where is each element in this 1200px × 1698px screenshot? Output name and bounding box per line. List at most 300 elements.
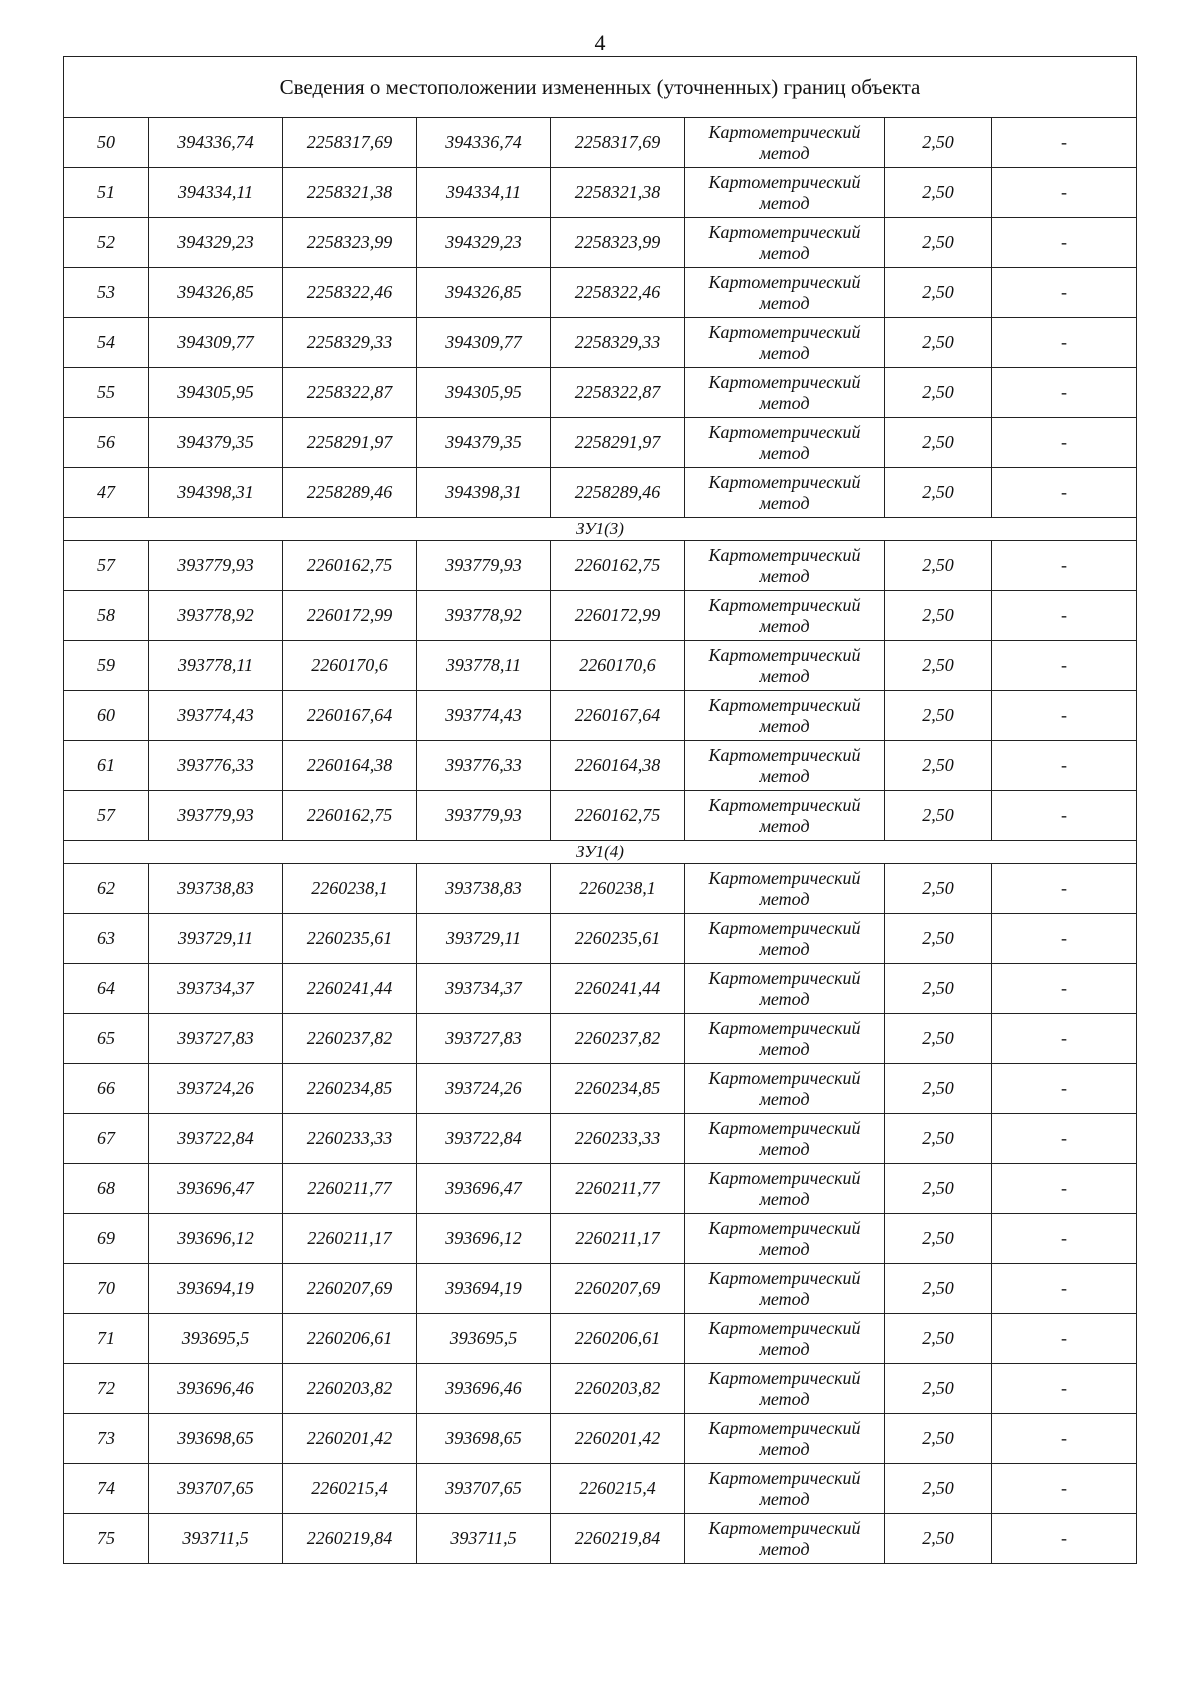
y-refined-cell: 2260162,75 bbox=[551, 791, 685, 841]
method-line-1: Картометрический bbox=[708, 1117, 861, 1138]
method-cell bbox=[685, 641, 885, 691]
description-cell: - bbox=[992, 1214, 1137, 1264]
x-refined-cell: 394305,95 bbox=[417, 368, 551, 418]
description-cell: - bbox=[992, 218, 1137, 268]
accuracy-cell: 2,50 bbox=[885, 218, 992, 268]
accuracy-cell: 2,50 bbox=[885, 591, 992, 641]
point-number-cell: 65 bbox=[64, 1014, 149, 1064]
description-cell: - bbox=[992, 1364, 1137, 1414]
section-label: ЗУ1(3) bbox=[64, 518, 1137, 541]
y-existing-cell: 2260164,38 bbox=[283, 741, 417, 791]
description-cell: - bbox=[992, 118, 1137, 168]
table-row bbox=[64, 418, 1137, 468]
x-refined-cell: 393779,93 bbox=[417, 791, 551, 841]
description-cell: - bbox=[992, 864, 1137, 914]
table-row bbox=[64, 1264, 1137, 1314]
boundary-coordinates-table bbox=[63, 56, 1137, 1564]
table-row bbox=[64, 268, 1137, 318]
x-refined-cell: 393724,26 bbox=[417, 1064, 551, 1114]
method-line-1: Картометрический bbox=[708, 1417, 861, 1438]
y-refined-cell: 2260233,33 bbox=[551, 1114, 685, 1164]
method-line-2: метод bbox=[759, 1338, 810, 1359]
accuracy-cell: 2,50 bbox=[885, 418, 992, 468]
table-row bbox=[64, 791, 1137, 841]
x-refined-cell: 394398,31 bbox=[417, 468, 551, 518]
description-cell: - bbox=[992, 1014, 1137, 1064]
method-line-1: Картометрический bbox=[708, 594, 861, 615]
point-number-cell: 74 bbox=[64, 1464, 149, 1514]
method-line-2: метод bbox=[759, 665, 810, 686]
accuracy-cell: 2,50 bbox=[885, 168, 992, 218]
y-refined-cell: 2260211,17 bbox=[551, 1214, 685, 1264]
accuracy-cell: 2,50 bbox=[885, 1264, 992, 1314]
table-title-row bbox=[64, 57, 1137, 118]
method-cell bbox=[685, 741, 885, 791]
method-line-1: Картометрический bbox=[708, 967, 861, 988]
point-number-cell: 63 bbox=[64, 914, 149, 964]
x-existing-cell: 394379,35 bbox=[149, 418, 283, 468]
y-refined-cell: 2258322,87 bbox=[551, 368, 685, 418]
x-refined-cell: 394326,85 bbox=[417, 268, 551, 318]
method-cell bbox=[685, 1514, 885, 1564]
point-number-cell: 75 bbox=[64, 1514, 149, 1564]
method-line-1: Картометрический bbox=[708, 1317, 861, 1338]
description-cell: - bbox=[992, 318, 1137, 368]
method-line-2: метод bbox=[759, 1038, 810, 1059]
table-row bbox=[64, 1064, 1137, 1114]
method-line-2: метод bbox=[759, 1188, 810, 1209]
accuracy-cell: 2,50 bbox=[885, 1064, 992, 1114]
method-cell bbox=[685, 914, 885, 964]
x-refined-cell: 394309,77 bbox=[417, 318, 551, 368]
y-refined-cell: 2260241,44 bbox=[551, 964, 685, 1014]
x-existing-cell: 393778,11 bbox=[149, 641, 283, 691]
table-row bbox=[64, 1414, 1137, 1464]
accuracy-cell: 2,50 bbox=[885, 1514, 992, 1564]
y-existing-cell: 2260241,44 bbox=[283, 964, 417, 1014]
description-cell: - bbox=[992, 368, 1137, 418]
accuracy-cell: 2,50 bbox=[885, 791, 992, 841]
method-cell bbox=[685, 368, 885, 418]
method-cell bbox=[685, 864, 885, 914]
method-line-1: Картометрический bbox=[708, 917, 861, 938]
table-row bbox=[64, 641, 1137, 691]
method-line-1: Картометрический bbox=[708, 1067, 861, 1088]
y-refined-cell: 2260238,1 bbox=[551, 864, 685, 914]
y-existing-cell: 2260203,82 bbox=[283, 1364, 417, 1414]
method-line-1: Картометрический bbox=[708, 471, 861, 492]
x-existing-cell: 394334,11 bbox=[149, 168, 283, 218]
x-existing-cell: 393696,46 bbox=[149, 1364, 283, 1414]
accuracy-cell: 2,50 bbox=[885, 864, 992, 914]
method-line-1: Картометрический bbox=[708, 1517, 861, 1538]
x-existing-cell: 393707,65 bbox=[149, 1464, 283, 1514]
method-line-2: метод bbox=[759, 815, 810, 836]
description-cell: - bbox=[992, 1514, 1137, 1564]
method-line-1: Картометрический bbox=[708, 744, 861, 765]
description-cell: - bbox=[992, 1414, 1137, 1464]
method-line-1: Картометрический bbox=[708, 1017, 861, 1038]
x-existing-cell: 394305,95 bbox=[149, 368, 283, 418]
table-row bbox=[64, 1014, 1137, 1064]
table-row bbox=[64, 1214, 1137, 1264]
description-cell: - bbox=[992, 1164, 1137, 1214]
description-cell: - bbox=[992, 741, 1137, 791]
point-number-cell: 53 bbox=[64, 268, 149, 318]
method-line-2: метод bbox=[759, 615, 810, 636]
x-existing-cell: 393779,93 bbox=[149, 541, 283, 591]
method-line-1: Картометрический bbox=[708, 794, 861, 815]
method-cell bbox=[685, 318, 885, 368]
y-refined-cell: 2258322,46 bbox=[551, 268, 685, 318]
y-refined-cell: 2260201,42 bbox=[551, 1414, 685, 1464]
y-existing-cell: 2260219,84 bbox=[283, 1514, 417, 1564]
method-line-2: метод bbox=[759, 342, 810, 363]
method-cell bbox=[685, 1414, 885, 1464]
method-cell bbox=[685, 1064, 885, 1114]
table-row bbox=[64, 1114, 1137, 1164]
method-cell bbox=[685, 1114, 885, 1164]
x-existing-cell: 393729,11 bbox=[149, 914, 283, 964]
description-cell: - bbox=[992, 641, 1137, 691]
method-line-1: Картометрический bbox=[708, 867, 861, 888]
y-refined-cell: 2260170,6 bbox=[551, 641, 685, 691]
table-row bbox=[64, 318, 1137, 368]
method-cell bbox=[685, 1164, 885, 1214]
method-line-2: метод bbox=[759, 765, 810, 786]
method-line-1: Картометрический bbox=[708, 221, 861, 242]
x-existing-cell: 393778,92 bbox=[149, 591, 283, 641]
method-line-2: метод bbox=[759, 715, 810, 736]
table-row bbox=[64, 1314, 1137, 1364]
point-number-cell: 61 bbox=[64, 741, 149, 791]
method-cell bbox=[685, 1314, 885, 1364]
y-existing-cell: 2260234,85 bbox=[283, 1064, 417, 1114]
description-cell: - bbox=[992, 168, 1137, 218]
table-row bbox=[64, 864, 1137, 914]
method-line-2: метод bbox=[759, 1288, 810, 1309]
y-existing-cell: 2260211,77 bbox=[283, 1164, 417, 1214]
x-existing-cell: 393776,33 bbox=[149, 741, 283, 791]
x-refined-cell: 393707,65 bbox=[417, 1464, 551, 1514]
y-existing-cell: 2260206,61 bbox=[283, 1314, 417, 1364]
accuracy-cell: 2,50 bbox=[885, 118, 992, 168]
y-refined-cell: 2260172,99 bbox=[551, 591, 685, 641]
y-existing-cell: 2260238,1 bbox=[283, 864, 417, 914]
y-existing-cell: 2260237,82 bbox=[283, 1014, 417, 1064]
y-existing-cell: 2258321,38 bbox=[283, 168, 417, 218]
description-cell: - bbox=[992, 591, 1137, 641]
table-row bbox=[64, 591, 1137, 641]
y-refined-cell: 2260234,85 bbox=[551, 1064, 685, 1114]
method-line-1: Картометрический bbox=[708, 694, 861, 715]
accuracy-cell: 2,50 bbox=[885, 1414, 992, 1464]
point-number-cell: 66 bbox=[64, 1064, 149, 1114]
table-row bbox=[64, 1364, 1137, 1414]
method-cell bbox=[685, 268, 885, 318]
accuracy-cell: 2,50 bbox=[885, 1364, 992, 1414]
method-line-2: метод bbox=[759, 988, 810, 1009]
method-line-2: метод bbox=[759, 1238, 810, 1259]
table-row bbox=[64, 468, 1137, 518]
description-cell: - bbox=[992, 691, 1137, 741]
method-line-1: Картометрический bbox=[708, 1217, 861, 1238]
accuracy-cell: 2,50 bbox=[885, 541, 992, 591]
table-row bbox=[64, 1514, 1137, 1564]
point-number-cell: 68 bbox=[64, 1164, 149, 1214]
method-line-1: Картометрический bbox=[708, 321, 861, 342]
method-line-2: метод bbox=[759, 492, 810, 513]
description-cell: - bbox=[992, 1314, 1137, 1364]
x-refined-cell: 393711,5 bbox=[417, 1514, 551, 1564]
description-cell: - bbox=[992, 964, 1137, 1014]
point-number-cell: 58 bbox=[64, 591, 149, 641]
x-refined-cell: 393734,37 bbox=[417, 964, 551, 1014]
x-existing-cell: 393696,12 bbox=[149, 1214, 283, 1264]
y-existing-cell: 2258322,87 bbox=[283, 368, 417, 418]
y-refined-cell: 2260167,64 bbox=[551, 691, 685, 741]
y-existing-cell: 2260211,17 bbox=[283, 1214, 417, 1264]
method-line-2: метод bbox=[759, 192, 810, 213]
y-existing-cell: 2260170,6 bbox=[283, 641, 417, 691]
x-existing-cell: 393722,84 bbox=[149, 1114, 283, 1164]
method-cell bbox=[685, 118, 885, 168]
y-refined-cell: 2260219,84 bbox=[551, 1514, 685, 1564]
method-cell bbox=[685, 1464, 885, 1514]
point-number-cell: 59 bbox=[64, 641, 149, 691]
x-refined-cell: 394334,11 bbox=[417, 168, 551, 218]
x-refined-cell: 393779,93 bbox=[417, 541, 551, 591]
method-line-2: метод bbox=[759, 142, 810, 163]
point-number-cell: 54 bbox=[64, 318, 149, 368]
accuracy-cell: 2,50 bbox=[885, 691, 992, 741]
method-line-1: Картометрический bbox=[708, 421, 861, 442]
method-cell bbox=[685, 691, 885, 741]
y-existing-cell: 2260207,69 bbox=[283, 1264, 417, 1314]
point-number-cell: 55 bbox=[64, 368, 149, 418]
y-refined-cell: 2260211,77 bbox=[551, 1164, 685, 1214]
accuracy-cell: 2,50 bbox=[885, 741, 992, 791]
x-refined-cell: 393698,65 bbox=[417, 1414, 551, 1464]
x-existing-cell: 394326,85 bbox=[149, 268, 283, 318]
x-refined-cell: 393778,11 bbox=[417, 641, 551, 691]
method-line-2: метод bbox=[759, 392, 810, 413]
table-row bbox=[64, 691, 1137, 741]
method-line-1: Картометрический bbox=[708, 1367, 861, 1388]
section-header-row bbox=[64, 518, 1137, 541]
x-refined-cell: 393696,12 bbox=[417, 1214, 551, 1264]
x-refined-cell: 393729,11 bbox=[417, 914, 551, 964]
method-cell bbox=[685, 218, 885, 268]
x-existing-cell: 393711,5 bbox=[149, 1514, 283, 1564]
method-line-2: метод bbox=[759, 565, 810, 586]
method-cell bbox=[685, 418, 885, 468]
point-number-cell: 72 bbox=[64, 1364, 149, 1414]
y-existing-cell: 2258291,97 bbox=[283, 418, 417, 468]
x-existing-cell: 393694,19 bbox=[149, 1264, 283, 1314]
method-cell bbox=[685, 1264, 885, 1314]
y-refined-cell: 2258317,69 bbox=[551, 118, 685, 168]
x-refined-cell: 393696,46 bbox=[417, 1364, 551, 1414]
method-line-2: метод bbox=[759, 1138, 810, 1159]
point-number-cell: 57 bbox=[64, 541, 149, 591]
y-refined-cell: 2260215,4 bbox=[551, 1464, 685, 1514]
x-existing-cell: 393698,65 bbox=[149, 1414, 283, 1464]
x-refined-cell: 394329,23 bbox=[417, 218, 551, 268]
point-number-cell: 70 bbox=[64, 1264, 149, 1314]
x-existing-cell: 393695,5 bbox=[149, 1314, 283, 1364]
point-number-cell: 47 bbox=[64, 468, 149, 518]
point-number-cell: 56 bbox=[64, 418, 149, 468]
description-cell: - bbox=[992, 1464, 1137, 1514]
y-refined-cell: 2260207,69 bbox=[551, 1264, 685, 1314]
x-refined-cell: 393727,83 bbox=[417, 1014, 551, 1064]
y-existing-cell: 2258289,46 bbox=[283, 468, 417, 518]
method-cell bbox=[685, 468, 885, 518]
x-refined-cell: 393778,92 bbox=[417, 591, 551, 641]
y-refined-cell: 2258289,46 bbox=[551, 468, 685, 518]
method-line-2: метод bbox=[759, 1438, 810, 1459]
y-existing-cell: 2260172,99 bbox=[283, 591, 417, 641]
y-existing-cell: 2260233,33 bbox=[283, 1114, 417, 1164]
x-refined-cell: 393774,43 bbox=[417, 691, 551, 741]
table-title: Сведения о местоположении измененных (уточненных) границ объекта bbox=[64, 57, 1137, 118]
point-number-cell: 52 bbox=[64, 218, 149, 268]
x-existing-cell: 394336,74 bbox=[149, 118, 283, 168]
point-number-cell: 64 bbox=[64, 964, 149, 1014]
section-header-row bbox=[64, 841, 1137, 864]
accuracy-cell: 2,50 bbox=[885, 468, 992, 518]
y-refined-cell: 2258323,99 bbox=[551, 218, 685, 268]
description-cell: - bbox=[992, 914, 1137, 964]
x-existing-cell: 393779,93 bbox=[149, 791, 283, 841]
x-existing-cell: 394398,31 bbox=[149, 468, 283, 518]
accuracy-cell: 2,50 bbox=[885, 268, 992, 318]
point-number-cell: 73 bbox=[64, 1414, 149, 1464]
x-refined-cell: 394379,35 bbox=[417, 418, 551, 468]
description-cell: - bbox=[992, 541, 1137, 591]
method-line-2: метод bbox=[759, 1388, 810, 1409]
method-cell bbox=[685, 1364, 885, 1414]
y-existing-cell: 2258317,69 bbox=[283, 118, 417, 168]
accuracy-cell: 2,50 bbox=[885, 914, 992, 964]
point-number-cell: 51 bbox=[64, 168, 149, 218]
description-cell: - bbox=[992, 791, 1137, 841]
x-existing-cell: 393734,37 bbox=[149, 964, 283, 1014]
point-number-cell: 60 bbox=[64, 691, 149, 741]
point-number-cell: 62 bbox=[64, 864, 149, 914]
method-line-2: метод bbox=[759, 938, 810, 959]
x-refined-cell: 394336,74 bbox=[417, 118, 551, 168]
table-row bbox=[64, 741, 1137, 791]
description-cell: - bbox=[992, 418, 1137, 468]
y-refined-cell: 2260235,61 bbox=[551, 914, 685, 964]
y-existing-cell: 2260167,64 bbox=[283, 691, 417, 741]
y-existing-cell: 2258323,99 bbox=[283, 218, 417, 268]
table-body bbox=[64, 57, 1137, 1564]
y-refined-cell: 2258329,33 bbox=[551, 318, 685, 368]
accuracy-cell: 2,50 bbox=[885, 1014, 992, 1064]
method-line-2: метод bbox=[759, 242, 810, 263]
method-line-2: метод bbox=[759, 888, 810, 909]
method-line-2: метод bbox=[759, 1088, 810, 1109]
method-line-1: Картометрический bbox=[708, 171, 861, 192]
x-refined-cell: 393722,84 bbox=[417, 1114, 551, 1164]
method-line-1: Картометрический bbox=[708, 1167, 861, 1188]
y-refined-cell: 2260206,61 bbox=[551, 1314, 685, 1364]
description-cell: - bbox=[992, 268, 1137, 318]
accuracy-cell: 2,50 bbox=[885, 1314, 992, 1364]
y-existing-cell: 2260162,75 bbox=[283, 541, 417, 591]
accuracy-cell: 2,50 bbox=[885, 641, 992, 691]
table-row bbox=[64, 541, 1137, 591]
section-label: ЗУ1(4) bbox=[64, 841, 1137, 864]
method-cell bbox=[685, 1214, 885, 1264]
x-existing-cell: 393774,43 bbox=[149, 691, 283, 741]
x-refined-cell: 393776,33 bbox=[417, 741, 551, 791]
x-existing-cell: 394309,77 bbox=[149, 318, 283, 368]
point-number-cell: 71 bbox=[64, 1314, 149, 1364]
accuracy-cell: 2,50 bbox=[885, 368, 992, 418]
y-refined-cell: 2260203,82 bbox=[551, 1364, 685, 1414]
table-row bbox=[64, 118, 1137, 168]
table-row bbox=[64, 1164, 1137, 1214]
description-cell: - bbox=[992, 1264, 1137, 1314]
method-line-1: Картометрический bbox=[708, 1467, 861, 1488]
method-cell bbox=[685, 168, 885, 218]
accuracy-cell: 2,50 bbox=[885, 964, 992, 1014]
method-line-1: Картометрический bbox=[708, 371, 861, 392]
description-cell: - bbox=[992, 1114, 1137, 1164]
point-number-cell: 69 bbox=[64, 1214, 149, 1264]
method-line-2: метод bbox=[759, 1488, 810, 1509]
method-line-1: Картометрический bbox=[708, 644, 861, 665]
point-number-cell: 57 bbox=[64, 791, 149, 841]
y-refined-cell: 2260164,38 bbox=[551, 741, 685, 791]
y-refined-cell: 2260162,75 bbox=[551, 541, 685, 591]
method-cell bbox=[685, 964, 885, 1014]
x-refined-cell: 393696,47 bbox=[417, 1164, 551, 1214]
y-refined-cell: 2258321,38 bbox=[551, 168, 685, 218]
x-existing-cell: 394329,23 bbox=[149, 218, 283, 268]
y-refined-cell: 2258291,97 bbox=[551, 418, 685, 468]
x-refined-cell: 393694,19 bbox=[417, 1264, 551, 1314]
description-cell: - bbox=[992, 1064, 1137, 1114]
y-existing-cell: 2260201,42 bbox=[283, 1414, 417, 1464]
accuracy-cell: 2,50 bbox=[885, 1464, 992, 1514]
point-number-cell: 50 bbox=[64, 118, 149, 168]
accuracy-cell: 2,50 bbox=[885, 318, 992, 368]
table-row bbox=[64, 218, 1137, 268]
x-refined-cell: 393695,5 bbox=[417, 1314, 551, 1364]
page-number: 4 bbox=[594, 30, 606, 55]
method-line-2: метод bbox=[759, 292, 810, 313]
y-existing-cell: 2260215,4 bbox=[283, 1464, 417, 1514]
y-existing-cell: 2258322,46 bbox=[283, 268, 417, 318]
method-cell bbox=[685, 591, 885, 641]
method-line-1: Картометрический bbox=[708, 1267, 861, 1288]
method-cell bbox=[685, 541, 885, 591]
method-cell bbox=[685, 791, 885, 841]
point-number-cell: 67 bbox=[64, 1114, 149, 1164]
x-existing-cell: 393727,83 bbox=[149, 1014, 283, 1064]
y-refined-cell: 2260237,82 bbox=[551, 1014, 685, 1064]
accuracy-cell: 2,50 bbox=[885, 1114, 992, 1164]
y-existing-cell: 2258329,33 bbox=[283, 318, 417, 368]
x-refined-cell: 393738,83 bbox=[417, 864, 551, 914]
x-existing-cell: 393738,83 bbox=[149, 864, 283, 914]
table-row bbox=[64, 1464, 1137, 1514]
